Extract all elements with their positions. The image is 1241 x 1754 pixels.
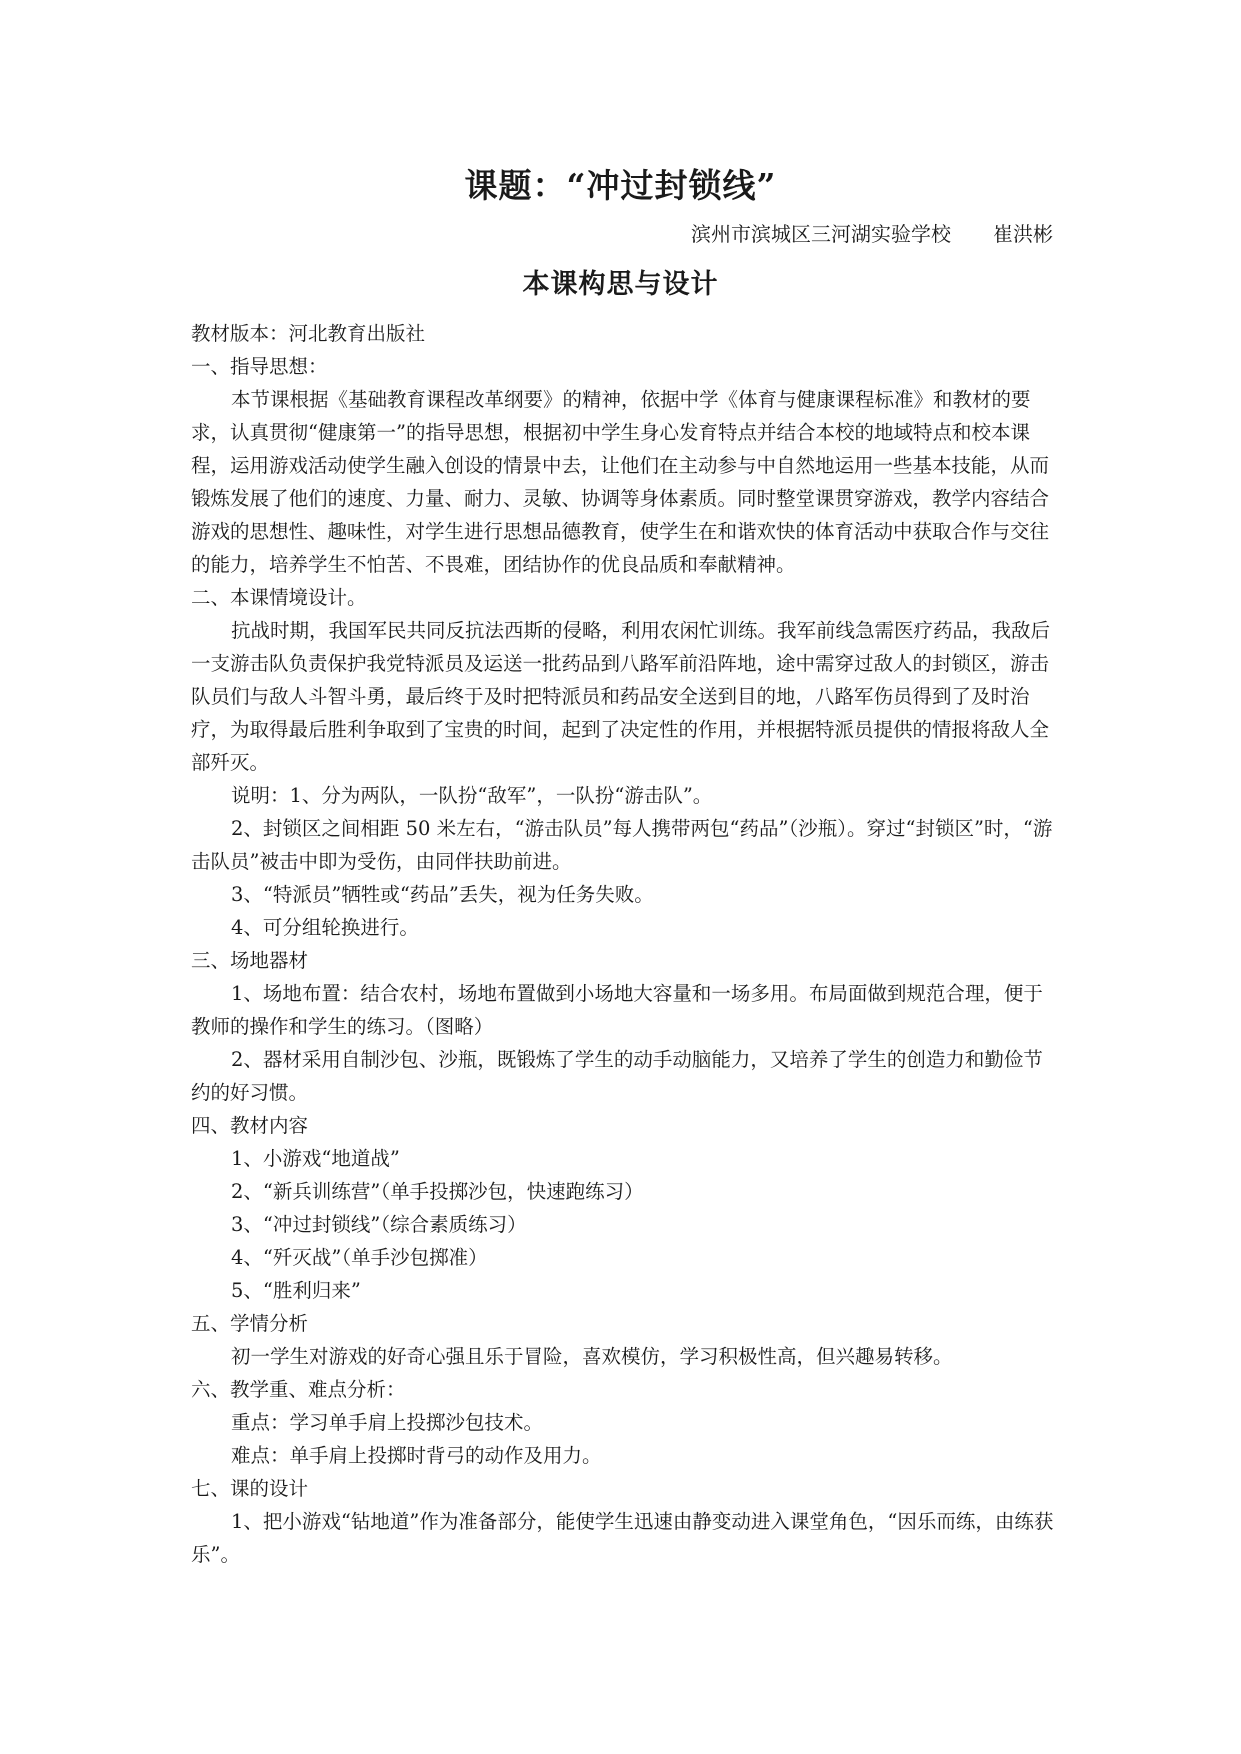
- heading-content: 四、教材内容: [191, 1114, 309, 1137]
- textbook-edition: 教材版本：河北教育出版社: [191, 322, 426, 345]
- document-title: 课题：“冲过封锁线”: [464, 166, 777, 205]
- note-item-4: 4、可分组轮换进行。: [231, 916, 419, 939]
- heading-guiding-ideology: 一、指导思想：: [191, 355, 328, 378]
- note-item-2: 2、封锁区之间相距 50 米左右，“游击队员”每人携带两包“药品”（沙瓶）。穿过“封锁区”时，“游击队员”被击中即为受伤，由同伴扶助前进。: [191, 817, 1053, 873]
- note-item-3: 3、“特派员”牺牲或“药品”丢失，视为任务失败。: [231, 883, 654, 906]
- author-name: 崔洪彬: [993, 222, 1053, 246]
- paragraph-learner-analysis: 初一学生对游戏的好奇心强且乐于冒险，喜欢模仿，学习积极性高，但兴趣易转移。: [231, 1345, 953, 1368]
- heading-lesson-design: 七、课的设计: [191, 1477, 309, 1500]
- author-school: 滨州市滨城区三河湖实验学校: [691, 222, 951, 246]
- heading-scenario-design: 二、本课情境设计。: [191, 586, 367, 609]
- content-item-4: 4、“歼灭战”（单手沙包掷准）: [231, 1246, 488, 1269]
- heading-key-points: 六、教学重、难点分析：: [191, 1378, 406, 1401]
- heading-venue-equipment: 三、场地器材: [191, 949, 309, 972]
- content-item-1: 1、小游戏“地道战”: [231, 1147, 400, 1170]
- author-line: [691, 218, 1053, 247]
- heading-learner-analysis: 五、学情分析: [191, 1312, 309, 1335]
- paragraph-guiding-ideology: 本节课根据《基础教育课程改革纲要》的精神，依据中学《体育与健康课程标准》和教材的要求，认真贯彻“健康第一”的指导思想，根据初中学生身心发育特点并结合本校的地域特点和校本课程，运用游戏活动使学生融入创设的情景中去，让他们在主动参与中自然地运用一些基本技能，从而锻炼发展了他们的速度、力量、耐力、灵敏、协调等身体素质。同时整堂课贯穿游戏，教学内容结合游戏的思想性、趣味性，对学生进行思想品德教育，使学生在和谐欢快的体育活动中获取合作与交往的能力，培养学生不怕苦、不畏难，团结协作的优良品质和奉献精神。: [191, 388, 1050, 576]
- difficult-point: 难点：单手肩上投掷时背弓的动作及用力。: [231, 1444, 602, 1467]
- design-item-1: 1、把小游戏“钻地道”作为准备部分，能使学生迅速由静变动进入课堂角色，“因乐而练，由练获乐”。: [191, 1510, 1054, 1566]
- section-title: 本课构思与设计: [522, 269, 719, 300]
- note-item-1: 说明：1、分为两队，一队扮“敌军”，一队扮“游击队”。: [231, 784, 713, 807]
- venue-item-1: 1、场地布置：结合农村，场地布置做到小场地大容量和一场多用。布局面做到规范合理，便于教师的操作和学生的练习。（图略）: [191, 982, 1043, 1038]
- content-item-2: 2、“新兵训练营”（单手投掷沙包，快速跑练习）: [231, 1180, 644, 1203]
- content-item-3: 3、“冲过封锁线”（综合素质练习）: [231, 1213, 527, 1236]
- key-point: 重点：学习单手肩上投掷沙包技术。: [231, 1411, 544, 1434]
- venue-item-2: 2、器材采用自制沙包、沙瓶，既锻炼了学生的动手动脑能力，又培养了学生的创造力和勤俭节约的好习惯。: [191, 1048, 1043, 1104]
- document-body: [191, 317, 1057, 1571]
- paragraph-scenario: 抗战时期，我国军民共同反抗法西斯的侵略，利用农闲忙训练。我军前线急需医疗药品，我敌后一支游击队负责保护我党特派员及运送一批药品到八路军前沿阵地，途中需穿过敌人的封锁区，游击队员们与敌人斗智斗勇，最后终于及时把特派员和药品安全送到目的地，八路军伤员得到了及时治疗，为取得最后胜利争取到了宝贵的时间，起到了决定性的作用，并根据特派员提供的情报将敌人全部歼灭。: [191, 619, 1051, 774]
- content-item-5: 5、“胜利归来”: [231, 1279, 361, 1302]
